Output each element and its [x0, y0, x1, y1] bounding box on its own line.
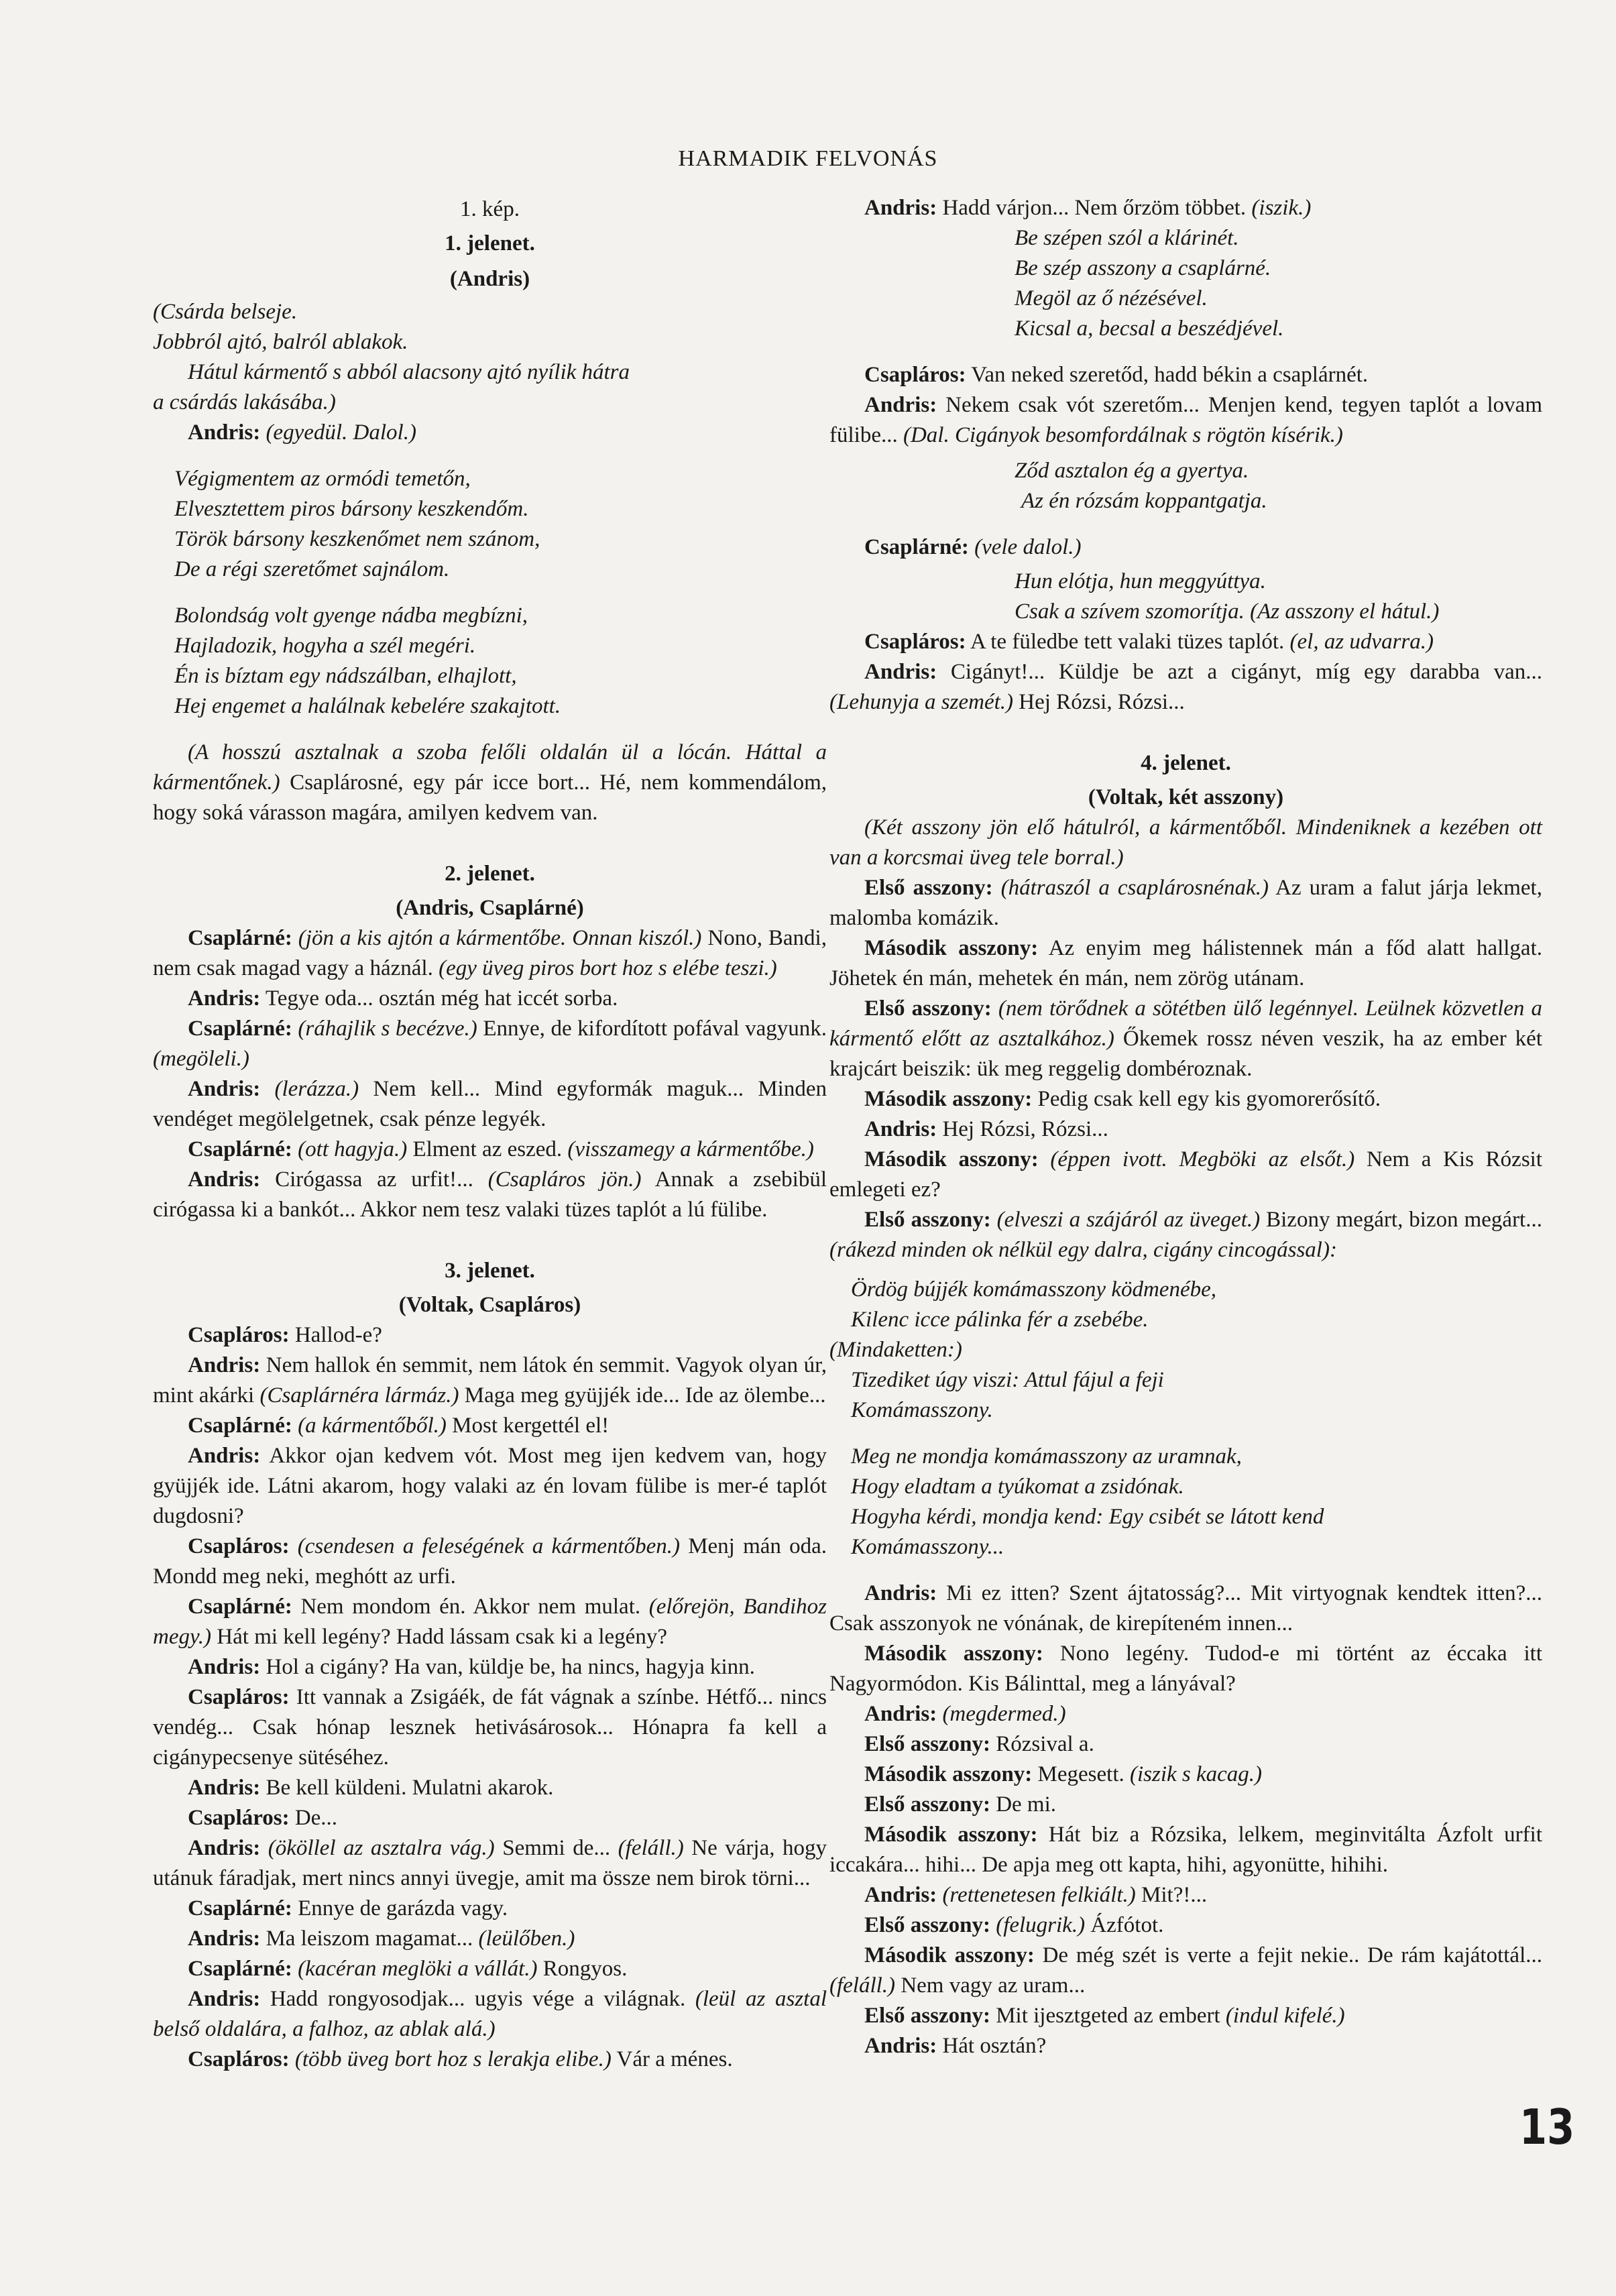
scene1-title: 1. jelenet. [445, 231, 535, 255]
speech-text: Hallod-e? [289, 1323, 382, 1347]
speech [829, 1729, 1542, 1760]
direction: (ököllel az asztalra vág.) [260, 1836, 495, 1860]
speaker: Első asszony: [864, 1732, 990, 1756]
speech [153, 1682, 827, 1773]
verse-line: De a régi szeretőmet sajnálom. [174, 557, 450, 581]
speech-text: A te füledbe tett valaki tüzes taplót. [966, 630, 1285, 654]
direction: (feláll.) [829, 1973, 896, 1998]
speaker: Első asszony: [864, 2004, 990, 2028]
speech-text: Ne várja, hogy utánuk fáradjak, mert nincs annyi üvegje, amit ma össze nem birok törni... [153, 1836, 827, 1890]
speaker: Első asszony: [864, 1792, 990, 1817]
direction: (feláll.) [610, 1836, 684, 1860]
direction: (a kármentőből.) [292, 1414, 447, 1438]
direction: (ráhajlik s becézve.) [292, 1017, 477, 1041]
speech-text: Ennye, de kifordított pofával vagyunk. [477, 1017, 827, 1041]
speaker: Andris: [864, 196, 937, 220]
speech-text: Hol a cigány? Ha van, küldje be, ha nincs, hagyja kinn. [260, 1655, 755, 1679]
speaker: Andris: [188, 1077, 261, 1101]
speech-text: Hadd várjon... Nem őrzöm többet. [937, 196, 1247, 220]
song-verse-4 [829, 456, 1542, 516]
direction: (egyedül. Dalol.) [266, 420, 416, 445]
direction: (felugrik.) [990, 1913, 1086, 1937]
speaker: Andris: [188, 1444, 261, 1468]
speech [829, 657, 1542, 718]
speech [829, 1820, 1542, 1880]
verse-line: Ördög bújjék komámasszony ködmenébe, [851, 1277, 1216, 1302]
speaker: Csaplárné: [188, 1896, 292, 1920]
direction: (visszamegy a kármentőbe.) [562, 1137, 814, 1161]
song-verse-7 [829, 1442, 1542, 1562]
speech [829, 1084, 1542, 1114]
speaker: Második asszony: [864, 1087, 1033, 1111]
speech [153, 1652, 827, 1682]
direction: (megöleli.) [153, 1047, 249, 1071]
speech-text: Hadd rongyosodjak... ugyis vége a világnak. [260, 1987, 686, 2011]
speech [153, 1074, 827, 1135]
verse-line: Török bársony keszkenőmet nem szánom, [174, 527, 540, 551]
verse-direction: (Mindaketten:) [829, 1338, 962, 1362]
verse-line: Megöl az ő nézésével. [1015, 286, 1208, 310]
speech-text: Hát mi kell legény? Hadd lássam csak ki a legény? [211, 1625, 667, 1649]
song-verse-3 [829, 223, 1542, 344]
right-column [829, 193, 1542, 2061]
verse-line: Végigmentem az ormódi temetőn, [174, 467, 471, 491]
direction: (el, az udvarra.) [1284, 630, 1434, 654]
speech [153, 2045, 827, 2075]
speech [153, 1803, 827, 1833]
speaker: Csaplárné: [188, 1017, 292, 1041]
speaker: Andris: [864, 1581, 937, 1605]
speech [829, 1910, 1542, 1941]
speech-text: Hát biz a Rózsika, lelkem, meginvitálta Ázfolt urfit iccakára... hihi... De apja meg ott kapta, hihi, agyonütte, hihihi. [829, 1823, 1542, 1877]
speaker: Csapláros: [864, 630, 966, 654]
speech-text: Mi ez itten? Szent ájtatosság?... Mit virtyognak kendtek itten?... Csak asszonyok ne vónának, de kirepíteném innen... [829, 1581, 1542, 1635]
scene4-cast: (Voltak, két asszony) [1088, 785, 1284, 809]
speech-text: Az uram a falut járja lekmet, malomba komázik. [829, 876, 1542, 930]
speech-text: Nem hallok én semmit, nem látok én semmit. Vagyok olyan úr, mint akárki [153, 1353, 827, 1408]
speech-text: Nono legény. Tudod-e mi történt az éccaka itt Nagyormódon. Kis Bálinttal, meg a lányával? [829, 1642, 1542, 1696]
speaker: Andris: [188, 1836, 261, 1860]
speech-text: Itt vannak a Zsigáék, de fát vágnak a színbe. Hétfő... nincs vendég... Csak hónap lesznek hetivásárosok... Hónapra fa kell a cigánypecsenye sütéséhez. [153, 1685, 827, 1770]
direction: (jön a kis ajtón a kármentőbe. Onnan kiszól.) [292, 926, 702, 950]
speech [153, 418, 827, 448]
speech-text: Rózsival a. [990, 1732, 1094, 1756]
speech-text: Nono, Bandi, nem csak magad vagy a háznál. [153, 926, 827, 980]
scene1-cast: (Andris) [449, 267, 530, 291]
speech [153, 1351, 827, 1411]
speech [153, 1924, 827, 1954]
verse-line: Be szépen szól a klárinét. [1015, 226, 1239, 250]
speech-text: Annak a zsebibül cirógassa ki a bankót... Akkor nem tesz valaki tüzes taplót a lú fülibe. [153, 1167, 827, 1222]
direction: (iszik s kacag.) [1124, 1762, 1263, 1786]
song-verse-6-refrain [829, 1365, 1542, 1426]
speaker: Andris: [188, 1987, 261, 2011]
speech [153, 923, 827, 984]
speech [829, 1790, 1542, 1820]
speaker: Csaplárné: [188, 1414, 292, 1438]
speaker: Csaplárné: [188, 1595, 292, 1619]
verse-line: Hogyha kérdi, mondja kend: Egy csibét se látott kend [851, 1505, 1324, 1529]
speech [829, 193, 1542, 223]
speech [153, 1984, 827, 2045]
speech [829, 532, 1542, 563]
speech-text: De még szét is verte a fejit nekie.. De rám kajátottál... [1034, 1943, 1542, 1967]
scene3-title: 3. jelenet. [445, 1259, 535, 1283]
kep-heading: 1. kép. [460, 197, 520, 221]
speech [829, 1880, 1542, 1910]
speech-text: Akkor ojan kedvem vót. Most meg ijen kedvem van, hogy gyüjjék ide. Látni akarom, hogy valaki az én lovam fülibe is mer-é taplót dugdosni? [153, 1444, 827, 1528]
stage-direction-2 [153, 738, 827, 828]
speech-text: Cirógassa az urfit!... [260, 1167, 473, 1192]
speech-text: Az enyim meg hálistennek mán a főd alatt hallgat. Jöhetek én mán, mehetek én mán, nem zörög utánam. [829, 936, 1542, 990]
speech-text: Ázfótot. [1085, 1913, 1164, 1937]
speaker: Csapláros: [188, 1323, 290, 1347]
speaker: Csapláros: [188, 1685, 290, 1709]
verse-line: Meg ne mondja komámasszony az uramnak, [851, 1444, 1242, 1469]
speaker: Második asszony: [864, 1943, 1035, 1967]
direction: (iszik.) [1246, 196, 1312, 220]
speech-text: Cigányt!... Küldje be azt a cigányt, míg egy darabba van... [937, 660, 1542, 684]
speech-text: Hej Rózsi, Rózsi... [937, 1117, 1108, 1141]
direction: (leülőben.) [473, 1927, 575, 1951]
verse-line: Kicsal a, becsal a beszédjével. [1015, 317, 1284, 341]
speech [829, 1699, 1542, 1729]
speech-text: Csaplárosné, egy pár icce bort... Hé, nem kommendálom, hogy soká várasson magára, amilyen kedvem van. [153, 770, 827, 825]
speech-text: Pedig csak kell egy kis gyomorerősítő. [1032, 1087, 1381, 1111]
direction: (rettenetesen felkiált.) [937, 1883, 1136, 1907]
speech [829, 1145, 1542, 1205]
speech-text: Elment az eszed. [407, 1137, 563, 1161]
song-verse-1 [153, 464, 827, 585]
song-verse-6 [829, 1275, 1542, 1335]
stage-line: Jobbról ajtó, balról ablakok. [153, 330, 408, 354]
verse-line: Bolondság volt gyenge nádba megbízni, [174, 604, 528, 628]
speech-text: Mit ijesztgeted az embert [990, 2004, 1220, 2028]
verse-line: Elvesztettem piros bársony keszkendőm. [174, 497, 529, 521]
verse-line: Hej engemet a halálnak kebelére szakajtott. [174, 694, 561, 718]
speech [829, 1760, 1542, 1790]
speaker: Andris: [188, 1167, 261, 1192]
speaker: Első asszony: [864, 876, 993, 900]
verse-line: Komámasszony... [851, 1535, 1004, 1559]
speech [829, 994, 1542, 1084]
speech [153, 1833, 827, 1894]
verse-line: Én is bíztam egy nádszálban, elhajlott, [174, 664, 517, 688]
speech-text: Ennye de garázda vagy. [292, 1896, 508, 1920]
stage-direction-1 [153, 297, 827, 418]
stage-line: (Csárda belseje. [153, 300, 298, 324]
page-number: 13 [1519, 2099, 1574, 2155]
speech [153, 1135, 827, 1165]
speaker: Első asszony: [864, 996, 992, 1021]
speaker: Csaplárné: [188, 926, 292, 950]
speech [153, 1014, 827, 1074]
stage-line: Hátul kármentő s abból alacsony ajtó nyílik hátra [188, 360, 630, 384]
speaker: Második asszony: [864, 1762, 1033, 1786]
speech [153, 1954, 827, 1984]
speech-text: De... [289, 1806, 338, 1830]
verse-line: Komámasszony. [851, 1398, 993, 1422]
speech [829, 1639, 1542, 1699]
direction: (lerázza.) [260, 1077, 359, 1101]
direction: (Dal. Cigányok besomfordálnak s rögtön kísérik.) [897, 423, 1343, 447]
speech-text: Mit?!... [1135, 1883, 1208, 1907]
speech-text: Tegye oda... osztán még hat iccét sorba. [260, 986, 618, 1011]
act-title: HARMADIK FELVONÁS [678, 146, 938, 171]
speech [829, 627, 1542, 657]
speech [829, 933, 1542, 994]
speech [829, 2001, 1542, 2031]
speech-text: Ma leiszom magamat... [260, 1927, 473, 1951]
speech-text: Nem vagy az uram... [895, 1973, 1086, 1998]
speaker: Második asszony: [864, 1823, 1038, 1847]
speaker: Andris: [188, 1776, 261, 1800]
speech [829, 1114, 1542, 1145]
speech-text: Nem mondom én. Akkor nem mulat. [292, 1595, 641, 1619]
speaker: Első asszony: [864, 1913, 990, 1937]
direction: (éppen ivott. Megböki az elsőt.) [1038, 1147, 1355, 1171]
verse-line: Hajladozik, hogyha a szél megéri. [174, 634, 476, 658]
speaker: Csaplárné: [188, 1137, 292, 1161]
song-verse-5 [829, 567, 1542, 627]
speaker: Csaplárné: [864, 535, 969, 559]
speech [829, 1941, 1542, 2001]
speech-text: Most kergettél el! [446, 1414, 610, 1438]
speech-text: Nem kell... Mind egyformák maguk... Minden vendéget megölelgetnek, csak pénze legyék. [153, 1077, 827, 1131]
song-verse-2 [153, 601, 827, 722]
speaker: Csapláros: [188, 1534, 290, 1558]
speaker: Andris: [188, 1655, 261, 1679]
speaker: Andris: [864, 1702, 937, 1726]
direction: (nem törődnek a sötétben ülő legénnyel. Leülnek közvetlen a kármentő előtt az asztalkához.) [829, 996, 1542, 1051]
speaker: Andris: [864, 2034, 937, 2058]
verse-line: Hun elótja, hun meggyúttya. [1015, 569, 1266, 593]
scene4-title: 4. jelenet. [1141, 751, 1231, 775]
direction: (előrejön, Bandihoz megy.) [153, 1595, 827, 1649]
speech-text: Menj mán oda. Mondd meg neki, meghótt az urfi. [153, 1534, 827, 1589]
speech-text: Nem a Kis Rózsit emlegeti ez? [829, 1147, 1542, 1202]
left-column [153, 194, 827, 2075]
stage-line: a csárdás lakásába.) [153, 390, 336, 414]
direction: (A hosszú asztalnak a szoba felőli oldalán ül a lócán. Háttal a kármentőnek.) [153, 740, 827, 795]
speech [829, 1205, 1542, 1265]
speaker: Csapláros: [188, 1806, 290, 1830]
speech [829, 1578, 1542, 1639]
speaker: Andris: [864, 1883, 937, 1907]
verse-line: Be szép asszony a csaplárné. [1015, 256, 1271, 280]
speaker: Második asszony: [864, 1147, 1039, 1171]
scene3-cast: (Voltak, Csapláros) [398, 1293, 581, 1317]
speech-text: Van neked szeretőd, hadd békin a csaplárnét. [966, 363, 1369, 387]
stage-direction-4: (Két asszony jön elő hátulról, a kármentőből. Mindeniknek a kezében ott van a korcsmai üveg tele borral.) [829, 815, 1542, 870]
speech-text: Be kell küldeni. Mulatni akarok. [260, 1776, 554, 1800]
speech [153, 1411, 827, 1441]
direction: (csendesen a feleségének a kármentőben.) [289, 1534, 680, 1558]
speaker: Andris: [188, 1927, 261, 1951]
speech [153, 1592, 827, 1652]
direction: (Az asszony el hátul.) [1244, 599, 1440, 624]
speech [829, 390, 1542, 451]
speech-text: De mi. [990, 1792, 1057, 1817]
direction: (kacéran meglöki a vállát.) [292, 1957, 538, 1981]
verse-line: Ződ asztalon ég a gyertya. [1015, 459, 1249, 483]
speaker: Második asszony: [864, 936, 1039, 960]
speech-text: Bizony megárt, bizon megárt... [1260, 1208, 1542, 1232]
speech [153, 1441, 827, 1532]
speech-text: Hát osztán? [937, 2034, 1047, 2058]
direction: (rákezd minden ok nélkül egy dalra, cigány cincogással): [829, 1238, 1337, 1262]
direction: (hátraszól a csaplárosnénak.) [992, 876, 1269, 900]
speech-text: Rongyos. [537, 1957, 628, 1981]
speaker: Andris: [188, 420, 261, 445]
speech [153, 1773, 827, 1803]
speaker: Andris: [864, 1117, 937, 1141]
speaker: Csapláros: [864, 363, 966, 387]
speech-text: Hej Rózsi, Rózsi... [1013, 690, 1185, 714]
speech [829, 2031, 1542, 2061]
direction: (indul kifelé.) [1220, 2004, 1345, 2028]
verse-line: Csak a szívem szomorítja. [1015, 599, 1245, 624]
speech [153, 1532, 827, 1592]
scene2-title: 2. jelenet. [445, 862, 535, 886]
speech [829, 360, 1542, 390]
direction: (elveszi a szájáról az üveget.) [990, 1208, 1261, 1232]
direction: (Csaplárnéra lármáz.) [254, 1383, 459, 1408]
verse-line: Tizediket úgy viszi: Attul fájul a feji [851, 1368, 1164, 1392]
direction: (egy üveg piros bort hoz s elébe teszi.) [432, 956, 777, 980]
speech [153, 1894, 827, 1924]
speech [153, 1320, 827, 1351]
verse-line: Kilenc icce pálinka fér a zsebébe. [851, 1308, 1149, 1332]
speech-text: Semmi de... [494, 1836, 611, 1860]
speech-text: Őkemek rossz néven veszik, ha az ember két krajcárt beiszik: ük meg reggelig dombéroznak. [829, 1027, 1543, 1081]
scene2-cast: (Andris, Csaplárné) [396, 896, 584, 920]
direction: (több üveg bort hoz s lerakja elibe.) [289, 2047, 612, 2071]
direction: (Csapláros jön.) [473, 1167, 642, 1192]
direction: (Lehunyja a szemét.) [829, 690, 1014, 714]
speech [829, 873, 1542, 933]
speech-text: Nekem csak vót szeretőm... Menjen kend, tegyen taplót a lovam fülibe... [829, 393, 1542, 447]
speech-text: Megesett. [1032, 1762, 1124, 1786]
verse-line: Hogy eladtam a tyúkomat a zsidónak. [851, 1475, 1184, 1499]
speaker: Andris: [864, 660, 937, 684]
speech-text: Vár a ménes. [611, 2047, 733, 2071]
speech [153, 984, 827, 1014]
direction: (megdermed.) [942, 1702, 1066, 1726]
speech-text: Maga meg gyüjjék ide... Ide az ölembe... [459, 1383, 826, 1408]
verse-line: Az én rózsám koppantgatja. [1021, 489, 1267, 513]
speaker: Csaplárné: [188, 1957, 292, 1981]
speaker: Csapláros: [188, 2047, 290, 2071]
speaker: Első asszony: [864, 1208, 991, 1232]
direction: (vele dalol.) [974, 535, 1082, 559]
speaker: Második asszony: [864, 1642, 1043, 1666]
speaker: Andris: [864, 393, 937, 417]
direction: (ott hagyja.) [292, 1137, 408, 1161]
direction: (leül az asztal belső oldalára, a falhoz, az ablak alá.) [153, 1987, 827, 2041]
speech [153, 1165, 827, 1225]
speaker: Andris: [188, 986, 261, 1011]
speaker: Andris: [188, 1353, 261, 1377]
